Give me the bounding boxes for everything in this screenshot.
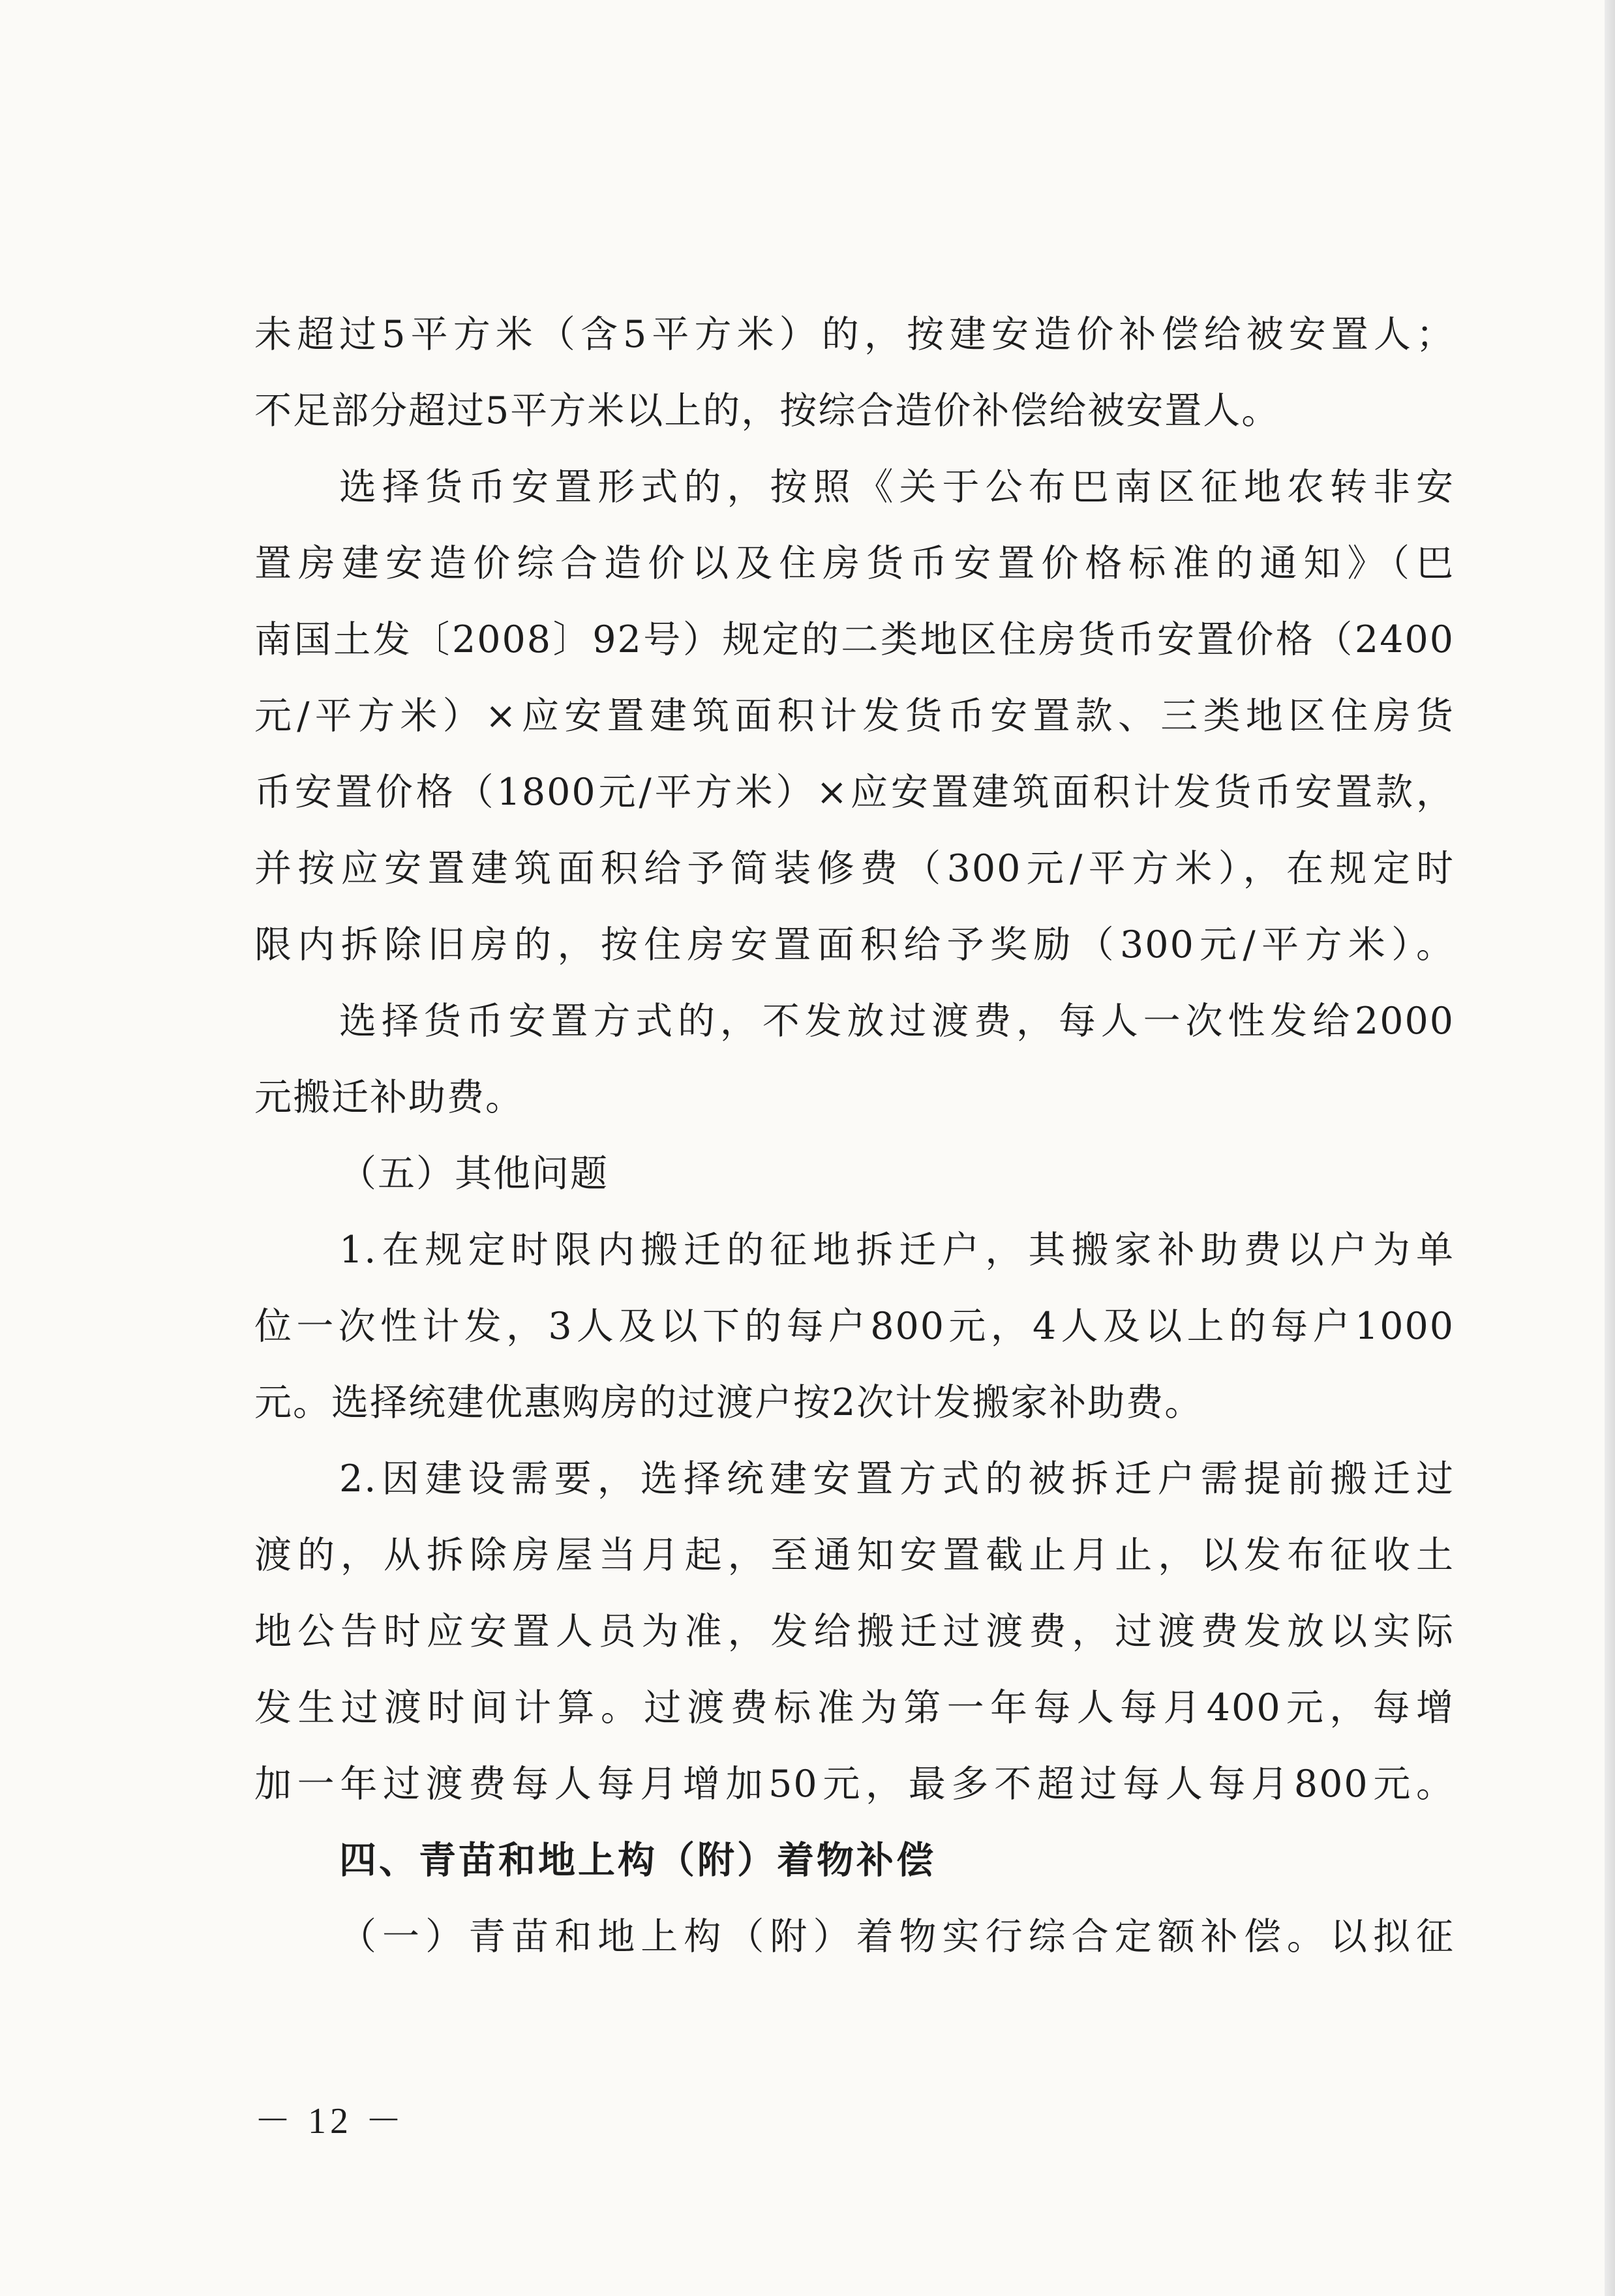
paragraph-line: 选择货币安置方式的，不发放过渡费，每人一次性发给2000 bbox=[339, 1000, 1455, 1043]
paragraph-line: 不足部分超过5平方米以上的，按综合造价补偿给被安置人。 bbox=[254, 389, 1280, 432]
page-number: － 12 － bbox=[254, 2101, 406, 2141]
section-heading: （五）其他问题 bbox=[339, 1152, 609, 1195]
chapter-heading: 四、青苗和地上构（附）着物补偿 bbox=[339, 1839, 936, 1882]
paragraph-line: 未超过5平方米（含5平方米）的，按建安造价补偿给被安置人； bbox=[254, 313, 1455, 356]
paragraph-line: 渡的，从拆除房屋当月起，至通知安置截止月止，以发布征收土 bbox=[254, 1534, 1455, 1577]
paragraph-line: 币安置价格（1800元/平方米）×应安置建筑面积计发货币安置款， bbox=[254, 771, 1455, 814]
paragraph-line: 选择货币安置形式的，按照《关于公布巴南区征地农转非安 bbox=[339, 466, 1455, 509]
paragraph-line: 南国土发〔2008〕92号）规定的二类地区住房货币安置价格（2400 bbox=[254, 618, 1455, 661]
paragraph-line: 加一年过渡费每人每月增加50元，最多不超过每人每月800元。 bbox=[254, 1763, 1455, 1806]
paragraph-line: 元/平方米）×应安置建筑面积计发货币安置款、三类地区住房货 bbox=[254, 694, 1455, 738]
paragraph-line: 1.在规定时限内搬迁的征地拆迁户，其搬家补助费以户为单 bbox=[339, 1229, 1455, 1272]
paragraph-line: 发生过渡时间计算。过渡费标准为第一年每人每月400元，每增 bbox=[254, 1686, 1455, 1729]
paragraph-line: 元。选择统建优惠购房的过渡户按2次计发搬家补助费。 bbox=[254, 1381, 1203, 1424]
paragraph-line: 限内拆除旧房的，按住房安置面积给予奖励（300元/平方米）。 bbox=[254, 923, 1455, 966]
paragraph-line: 元搬迁补助费。 bbox=[254, 1076, 524, 1119]
scan-edge bbox=[1605, 0, 1615, 2296]
paragraph-line: 并按应安置建筑面积给予简装修费（300元/平方米），在规定时 bbox=[254, 847, 1455, 890]
document-body bbox=[254, 297, 1455, 1975]
paragraph-line: 置房建安造价综合造价以及住房货币安置价格标准的通知》（巴 bbox=[254, 542, 1455, 585]
paragraph-line: 位一次性计发，3人及以下的每户800元，4人及以上的每户1000 bbox=[254, 1305, 1455, 1348]
paragraph-line: 地公告时应安置人员为准，发给搬迁过渡费，过渡费发放以实际 bbox=[254, 1610, 1455, 1653]
paragraph-line: 2.因建设需要，选择统建安置方式的被拆迁户需提前搬迁过 bbox=[339, 1457, 1455, 1500]
paragraph-line: （一）青苗和地上构（附）着物实行综合定额补偿。以拟征 bbox=[339, 1915, 1455, 1958]
